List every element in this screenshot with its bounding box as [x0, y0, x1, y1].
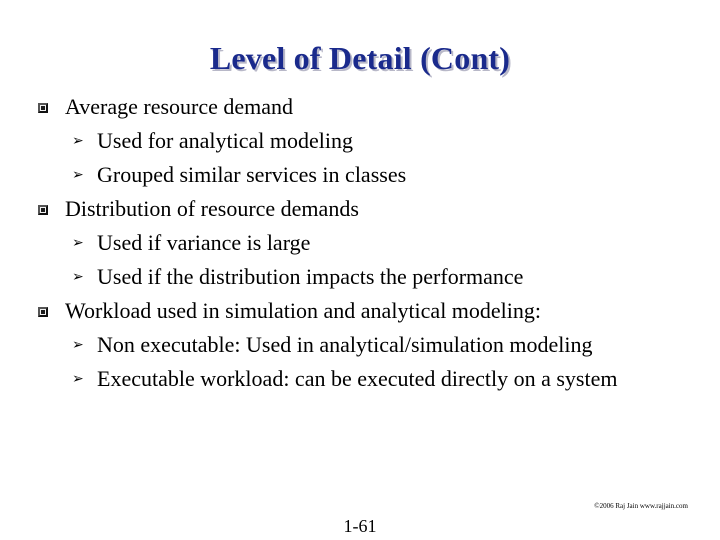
- sub-bullet-text: Non executable: Used in analytical/simulation modeling: [97, 332, 593, 357]
- arrow-bullet-icon: ➢: [72, 167, 84, 183]
- arrow-bullet-icon: ➢: [72, 371, 84, 387]
- sub-bullet-text: Used if variance is large: [97, 230, 311, 255]
- bullet-text: Average resource demand: [65, 94, 294, 119]
- sub-bullet-item: [0, 362, 720, 396]
- page-number: 1-61: [343, 516, 377, 536]
- sub-bullet-item: [0, 328, 720, 362]
- bullet-text: Workload used in simulation and analytical modeling:: [65, 298, 542, 323]
- arrow-bullet-icon: ➢: [72, 133, 84, 149]
- sub-bullet-text: Grouped similar services in classes: [97, 162, 407, 187]
- sub-bullet-item: [0, 158, 720, 192]
- bullet-item: [0, 294, 720, 328]
- sub-bullet-item: [0, 124, 720, 158]
- bullet-item: [0, 90, 720, 124]
- arrow-bullet-icon: ➢: [72, 235, 84, 251]
- bullet-item: [0, 192, 720, 226]
- arrow-bullet-icon: ➢: [72, 337, 84, 353]
- square-bullet-icon: [38, 307, 48, 317]
- sub-bullet-text: Executable workload: can be executed directly on a system: [97, 366, 618, 391]
- square-bullet-icon: [38, 103, 48, 113]
- sub-bullet-item: [0, 226, 720, 260]
- sub-bullet-item: [0, 260, 720, 294]
- slide-title: Level of Detail (Cont): [209, 40, 511, 76]
- arrow-bullet-icon: ➢: [72, 269, 84, 285]
- bullet-text: Distribution of resource demands: [65, 196, 359, 221]
- sub-bullet-text: Used for analytical modeling: [97, 128, 353, 153]
- copyright-notice: ©2006 Raj Jain www.rajjain.com: [594, 502, 688, 510]
- bullet-list: [0, 90, 720, 396]
- square-bullet-icon: [38, 205, 48, 215]
- sub-bullet-text: Used if the distribution impacts the performance: [97, 264, 524, 289]
